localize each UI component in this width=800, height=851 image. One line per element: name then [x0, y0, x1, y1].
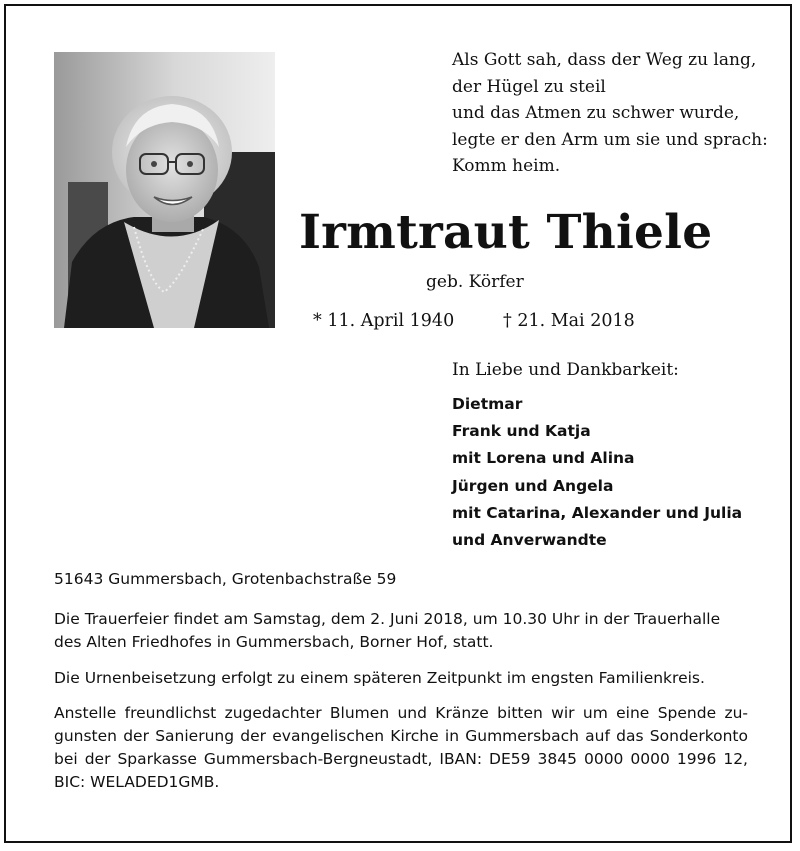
poem-line: legte er den Arm um sie und sprach:	[452, 129, 768, 150]
birth-date: * 11. April 1940	[313, 311, 455, 331]
poem-line: der Hügel zu steil	[452, 76, 606, 97]
deceased-name: Irmtraut Thiele	[299, 205, 713, 260]
mourner-name: und Anverwandte	[452, 531, 607, 550]
donation-notice-line: bei der Sparkasse Gummersbach-Bergneustadt, IBAN: DE59 3845 0000 0000 1996 12,	[54, 750, 748, 768]
donation-notice-line: gunsten der Sanierung der evangelischen Kirche in Gummersbach auf das Sonderkonto	[54, 727, 748, 745]
funeral-notice-line: Die Trauerfeier findet am Samstag, dem 2. Juni 2018, um 10.30 Uhr in der Trauerhalle	[54, 610, 721, 628]
funeral-notice-line: des Alten Friedhofes in Gummersbach, Borner Hof, statt.	[54, 633, 494, 651]
mourner-name: Jürgen und Angela	[452, 476, 614, 495]
funeral-notice	[54, 608, 748, 654]
maiden-name: geb. Körfer	[426, 272, 524, 292]
donation-notice-line: Anstelle freundlichst zugedachter Blumen und Kränze bitten wir um eine Spende zu-	[54, 704, 748, 722]
portrait-photo	[54, 52, 275, 328]
mourner-name: mit Catarina, Alexander und Julia	[452, 503, 743, 522]
mourner-name: Frank und Katja	[452, 422, 591, 441]
portrait-image	[54, 52, 275, 328]
mourner-name: Dietmar	[452, 395, 523, 413]
poem-line: Komm heim.	[452, 156, 561, 176]
donation-notice	[54, 702, 748, 794]
poem	[452, 47, 768, 180]
mourners-intro: In Liebe und Dankbarkeit:	[452, 360, 679, 380]
address: 51643 Gummersbach, Grotenbachstraße 59	[54, 570, 397, 588]
poem-line: und das Atmen zu schwer wurde,	[452, 103, 740, 123]
donation-notice-line: BIC: WELADED1GMB.	[54, 773, 220, 791]
mourner-name: mit Lorena und Alina	[452, 449, 635, 468]
burial-notice: Die Urnenbeisetzung erfolgt zu einem späteren Zeitpunkt im engsten Familienkreis.	[54, 669, 705, 687]
death-date: † 21. Mai 2018	[503, 311, 635, 331]
mourners-list	[452, 391, 742, 554]
poem-line: Als Gott sah, dass der Weg zu lang,	[452, 50, 757, 70]
